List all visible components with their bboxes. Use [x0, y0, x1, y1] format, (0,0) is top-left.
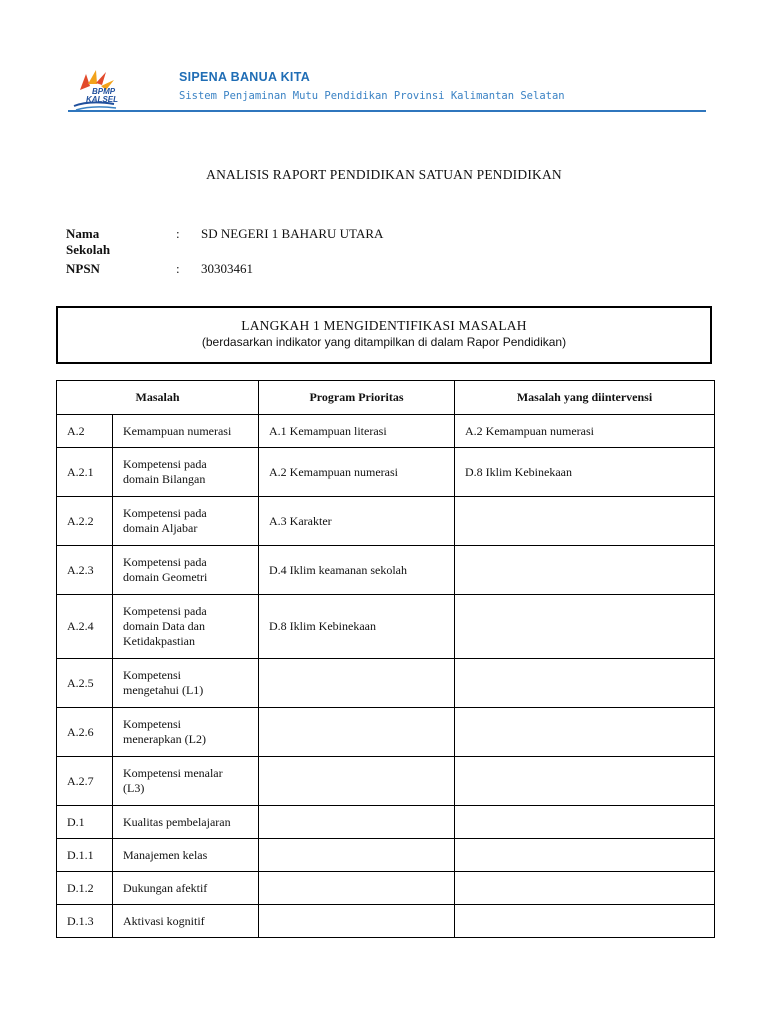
masalah-line: Kompetensi — [123, 668, 181, 682]
row-program-prioritas — [259, 757, 455, 806]
table-row — [57, 415, 715, 448]
row-program-prioritas: D.8 Iklim Kebinekaan — [259, 595, 455, 659]
masalah-line: Kompetensi pada — [123, 555, 207, 569]
table-row — [57, 839, 715, 872]
row-masalah-diintervensi — [455, 595, 715, 659]
row-masalah-diintervensi: D.8 Iklim Kebinekaan — [455, 448, 715, 497]
school-name-colon: : — [176, 226, 180, 241]
row-masalah — [113, 497, 259, 546]
svg-text:KALSEL: KALSEL — [86, 95, 118, 104]
row-masalah — [113, 415, 259, 448]
row-masalah — [113, 546, 259, 595]
row-masalah — [113, 806, 259, 839]
table-body — [57, 415, 715, 938]
table-row — [57, 659, 715, 708]
table-row — [57, 448, 715, 497]
masalah-line: domain Aljabar — [123, 521, 198, 535]
row-masalah-diintervensi — [455, 497, 715, 546]
document-title: ANALISIS RAPORT PENDIDIKAN SATUAN PENDIDIKAN — [206, 167, 562, 182]
row-code: D.1.1 — [57, 839, 113, 872]
row-code: D.1 — [57, 806, 113, 839]
page-header — [66, 62, 706, 114]
row-code: A.2.5 — [57, 659, 113, 708]
table-row — [57, 757, 715, 806]
table-row — [57, 546, 715, 595]
table-row — [57, 806, 715, 839]
row-program-prioritas: A.3 Karakter — [259, 497, 455, 546]
masalah-line: Manajemen kelas — [123, 847, 208, 862]
problem-table — [56, 380, 715, 938]
row-masalah — [113, 757, 259, 806]
masalah-line: Dukungan afektif — [123, 880, 208, 895]
row-masalah — [113, 595, 259, 659]
row-masalah — [113, 708, 259, 757]
masalah-line: domain Data dan — [123, 619, 205, 633]
row-masalah-diintervensi — [455, 872, 715, 905]
row-program-prioritas — [259, 659, 455, 708]
masalah-line: Kompetensi pada — [123, 506, 207, 520]
row-code: A.2.6 — [57, 708, 113, 757]
row-masalah — [113, 448, 259, 497]
masalah-line: Kemampuan numerasi — [123, 423, 232, 438]
row-masalah — [113, 659, 259, 708]
school-name-value: SD NEGERI 1 BAHARU UTARA — [201, 226, 384, 241]
row-masalah-diintervensi — [455, 806, 715, 839]
row-code: A.2.2 — [57, 497, 113, 546]
row-program-prioritas: A.1 Kemampuan literasi — [259, 415, 455, 448]
masalah-line: mengetahui (L1) — [123, 683, 204, 697]
row-program-prioritas — [259, 905, 455, 938]
row-masalah-diintervensi — [455, 905, 715, 938]
header-divider — [68, 110, 706, 112]
row-program-prioritas: A.2 Kemampuan numerasi — [259, 448, 455, 497]
row-masalah-diintervensi: A.2 Kemampuan numerasi — [455, 415, 715, 448]
row-masalah — [113, 872, 259, 905]
masalah-line: Ketidakpastian — [123, 634, 195, 648]
table-row — [57, 872, 715, 905]
row-program-prioritas — [259, 708, 455, 757]
row-code: A.2.1 — [57, 448, 113, 497]
row-masalah-diintervensi — [455, 757, 715, 806]
row-code: A.2.4 — [57, 595, 113, 659]
bpmp-kalsel-logo-icon — [70, 68, 126, 112]
masalah-line: Kompetensi menalar — [123, 766, 223, 780]
row-code: A.2 — [57, 415, 113, 448]
masalah-line: Kualitas pembelajaran — [123, 814, 231, 829]
masalah-line: Kompetensi pada — [123, 457, 207, 471]
row-masalah-diintervensi — [455, 708, 715, 757]
npsn-value: 30303461 — [201, 261, 253, 276]
npsn-label: NPSN — [66, 261, 100, 276]
row-code: A.2.7 — [57, 757, 113, 806]
row-program-prioritas: D.4 Iklim keamanan sekolah — [259, 546, 455, 595]
step-subtitle: (berdasarkan indikator yang ditampilkan di dalam Rapor Pendidikan) — [201, 335, 567, 349]
step-title: LANGKAH 1 MENGIDENTIFIKASI MASALAH — [241, 318, 527, 333]
masalah-line: menerapkan (L2) — [123, 732, 206, 746]
table-row — [57, 708, 715, 757]
row-masalah-diintervensi — [455, 546, 715, 595]
masalah-line: domain Bilangan — [123, 472, 206, 486]
school-name-label: Nama Sekolah — [66, 226, 111, 257]
npsn-colon: : — [176, 261, 180, 276]
table-row — [57, 905, 715, 938]
row-program-prioritas — [259, 806, 455, 839]
brand-title: SIPENA BANUA KITA — [179, 70, 311, 84]
table-header-row — [57, 381, 715, 415]
masalah-line: Aktivasi kognitif — [123, 913, 205, 928]
table-row — [57, 497, 715, 546]
row-code: D.1.3 — [57, 905, 113, 938]
brand-subtitle: Sistem Penjaminan Mutu Pendidikan Provinsi Kalimantan Selatan — [179, 90, 565, 102]
header-program-prioritas: Program Prioritas — [259, 381, 455, 415]
svg-text:BPMP: BPMP — [92, 87, 116, 96]
masalah-line: Kompetensi — [123, 717, 181, 731]
header-masalah: Masalah — [57, 381, 259, 415]
masalah-line: domain Geometri — [123, 570, 208, 584]
masalah-line: (L3) — [123, 781, 145, 795]
row-masalah-diintervensi — [455, 659, 715, 708]
row-masalah-diintervensi — [455, 839, 715, 872]
row-code: D.1.2 — [57, 872, 113, 905]
masalah-line: Kompetensi pada — [123, 604, 207, 618]
header-masalah-diintervensi: Masalah yang diintervensi — [455, 381, 715, 415]
row-program-prioritas — [259, 839, 455, 872]
row-masalah — [113, 839, 259, 872]
row-masalah — [113, 905, 259, 938]
row-code: A.2.3 — [57, 546, 113, 595]
step-heading-box — [56, 306, 712, 364]
row-program-prioritas — [259, 872, 455, 905]
table-row — [57, 595, 715, 659]
